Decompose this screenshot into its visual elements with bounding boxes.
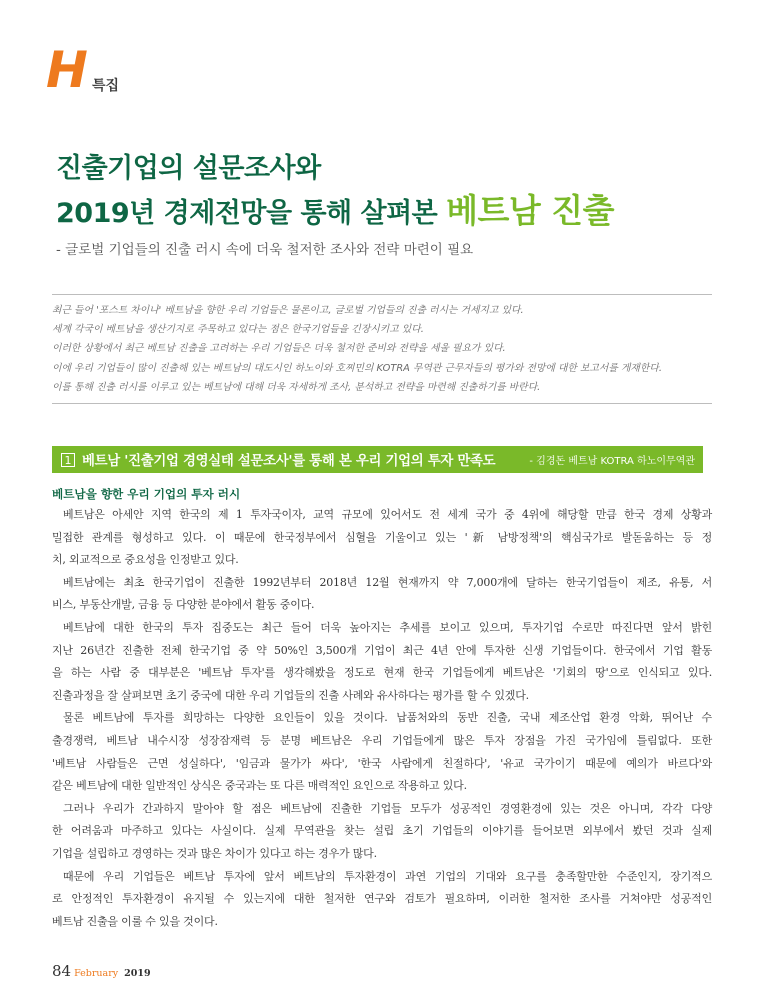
page-footer [52, 962, 151, 986]
body-line: 진출과정을 잘 살펴보면 초기 중국에 대한 우리 기업들의 진출 사례와 유사하다는 평가를 할 수 있겠다. [52, 688, 529, 702]
body-line: 때문에 우리 기업들은 베트남 투자에 앞서 베트남의 투자환경이 과연 기업의 기대와 요구를 충족할만한 수준인지, 장기적으 [63, 869, 712, 883]
body-line: 베트남 진출을 이룰 수 있을 것이다. [52, 914, 218, 928]
section-title: 베트남 '진출기업 경영실태 설문조사'를 통해 본 우리 기업의 투자 만족도 [82, 454, 496, 469]
issue-year: 2019 [124, 968, 151, 979]
intro-line: 최근 들어 '포스트 차이나' 베트남을 향한 우리 기업들은 물론이고, 글로벌 기업들의 진출 러시는 거세지고 있다. [52, 305, 524, 316]
intro-line: 이를 통해 진출 러시를 이루고 있는 베트남에 대해 더욱 자세하게 조사, 분석하고 전략을 마련해 진출하기를 바란다. [52, 381, 541, 393]
body-line: 출경쟁력, 베트남 내수시장 성장잠재력 등 분명 베트남은 우리 기업들에게 많은 투자 장점을 가진 국가임에 틀림없다. 또한 [52, 733, 712, 747]
section-number: 1 [61, 453, 75, 467]
body-line: 한 어려움과 마주하고 있다는 사실이다. 실제 무역관을 찾는 설립 초기 기업들의 이야기를 들어보면 외부에서 봤던 것과 실제 [52, 824, 712, 838]
body-line: 물론 베트남에 투자를 희망하는 다양한 요인들이 있을 것이다. 납품처와의 동반 진출, 국내 제조산업 환경 악화, 뛰어난 수 [63, 711, 712, 725]
body-line: 베트남은 아세안 지역 한국의 제 1 투자국이자, 교역 규모에 있어서도 전 세계 국가 중 4위에 해당할 만큼 한국 경제 상황과 [63, 508, 713, 521]
section-logo [40, 42, 160, 98]
body-line: 베트남에는 최초 한국기업이 진출한 1992년부터 2018년 12월 현재까지 약 7,000개에 달하는 한국기업들이 제조, 유통, 서 [63, 575, 712, 589]
body-line: 을 하는 사람 중 대부분은 '베트남 투자'를 생각해봤을 정도로 현재 한국 기업들에게 베트남은 '기회의 땅'으로 인식되고 있다. [52, 666, 712, 680]
intro-line: 이에 우리 기업들이 많이 진출해 있는 베트남의 대도시인 하노이와 호찌민의 KOTRA 무역관 근무자들의 평가와 전망에 대한 보고서를 게재한다. [52, 362, 662, 374]
body-line: 베트남에 대한 한국의 투자 집중도는 최근 들어 더욱 높아지는 추세를 보이고 있으며, 투자기업 수로만 따진다면 앞서 밝힌 [63, 620, 712, 634]
intro-line: 이러한 상황에서 최근 베트남 진출을 고려하는 우리 기업들은 더욱 철저한 준비와 전략을 세울 필요가 있다. [52, 343, 506, 355]
title-line-1: 진출기업의 설문조사와 [56, 153, 321, 184]
body-line: 지난 26년간 진출한 전체 한국기업 중 약 50%인 3,500개 기업이 최근 4년 안에 투자한 신생 기업들이다. 한국에서 기업 활동 [52, 643, 712, 657]
body-line: 같은 베트남에 대한 일반적인 상식은 중국과는 또 다른 매력적인 요인으로 작용하고 있다. [52, 779, 467, 793]
section-author: - 김경돈 베트남 KOTRA 하노이무역관 [529, 456, 695, 467]
logo-letter: H [46, 41, 86, 99]
article-subtitle: - 글로벌 기업들의 진출 러시 속에 더욱 철저한 조사와 전략 마련이 필요 [56, 242, 474, 258]
article-body [52, 504, 712, 933]
article-title [56, 148, 736, 235]
body-line: '베트남 사람들은 근면 성실하다', '임금과 물가가 싸다', '한국 사람에게 친절하다', '유교 국가이기 때문에 예의가 바르다'와 [52, 756, 712, 770]
page-number: 84 [52, 962, 72, 980]
title-line-2-main: 2019년 경제전망을 통해 살펴본 [56, 198, 447, 229]
body-line: 비스, 부동산개발, 금융 등 다양한 분야에서 활동 중이다. [52, 598, 315, 612]
subheading: 베트남을 향한 우리 기업의 투자 러시 [52, 487, 241, 501]
issue-month: February [74, 968, 119, 979]
body-line: 밀접한 관계를 형성하고 있다. 이 때문에 한국정부에서 심혈을 기울이고 있는 '新 남방정책'의 핵심국가로 발돋움하는 등 정 [52, 530, 712, 544]
body-line: 로 안정적인 투자환경이 유지될 수 있는지에 대한 철저한 연구와 검토가 필요하며, 이러한 철저한 조사를 거쳐야만 성공적인 [52, 892, 712, 906]
intro-line: 세계 각국이 베트남을 생산기지로 주목하고 있다는 점은 한국기업들을 긴장시키고 있다. [52, 324, 424, 336]
body-line: 기업을 설립하고 경영하는 것과 많은 차이가 있다고 하는 경우가 많다. [52, 846, 377, 860]
section-label: 특집 [92, 78, 120, 94]
title-highlight: 베트남 진출 [446, 191, 615, 230]
title-line-2 [56, 190, 736, 235]
body-line: 치, 외교적으로 중요성을 인정받고 있다. [52, 553, 239, 567]
body-line: 그러나 우리가 간과하지 말아야 할 점은 베트남에 진출한 기업들 모두가 성공적인 경영환경에 있는 것은 아니며, 각각 다양 [63, 801, 712, 815]
intro-box [52, 294, 712, 404]
section-header-bar [52, 446, 703, 473]
